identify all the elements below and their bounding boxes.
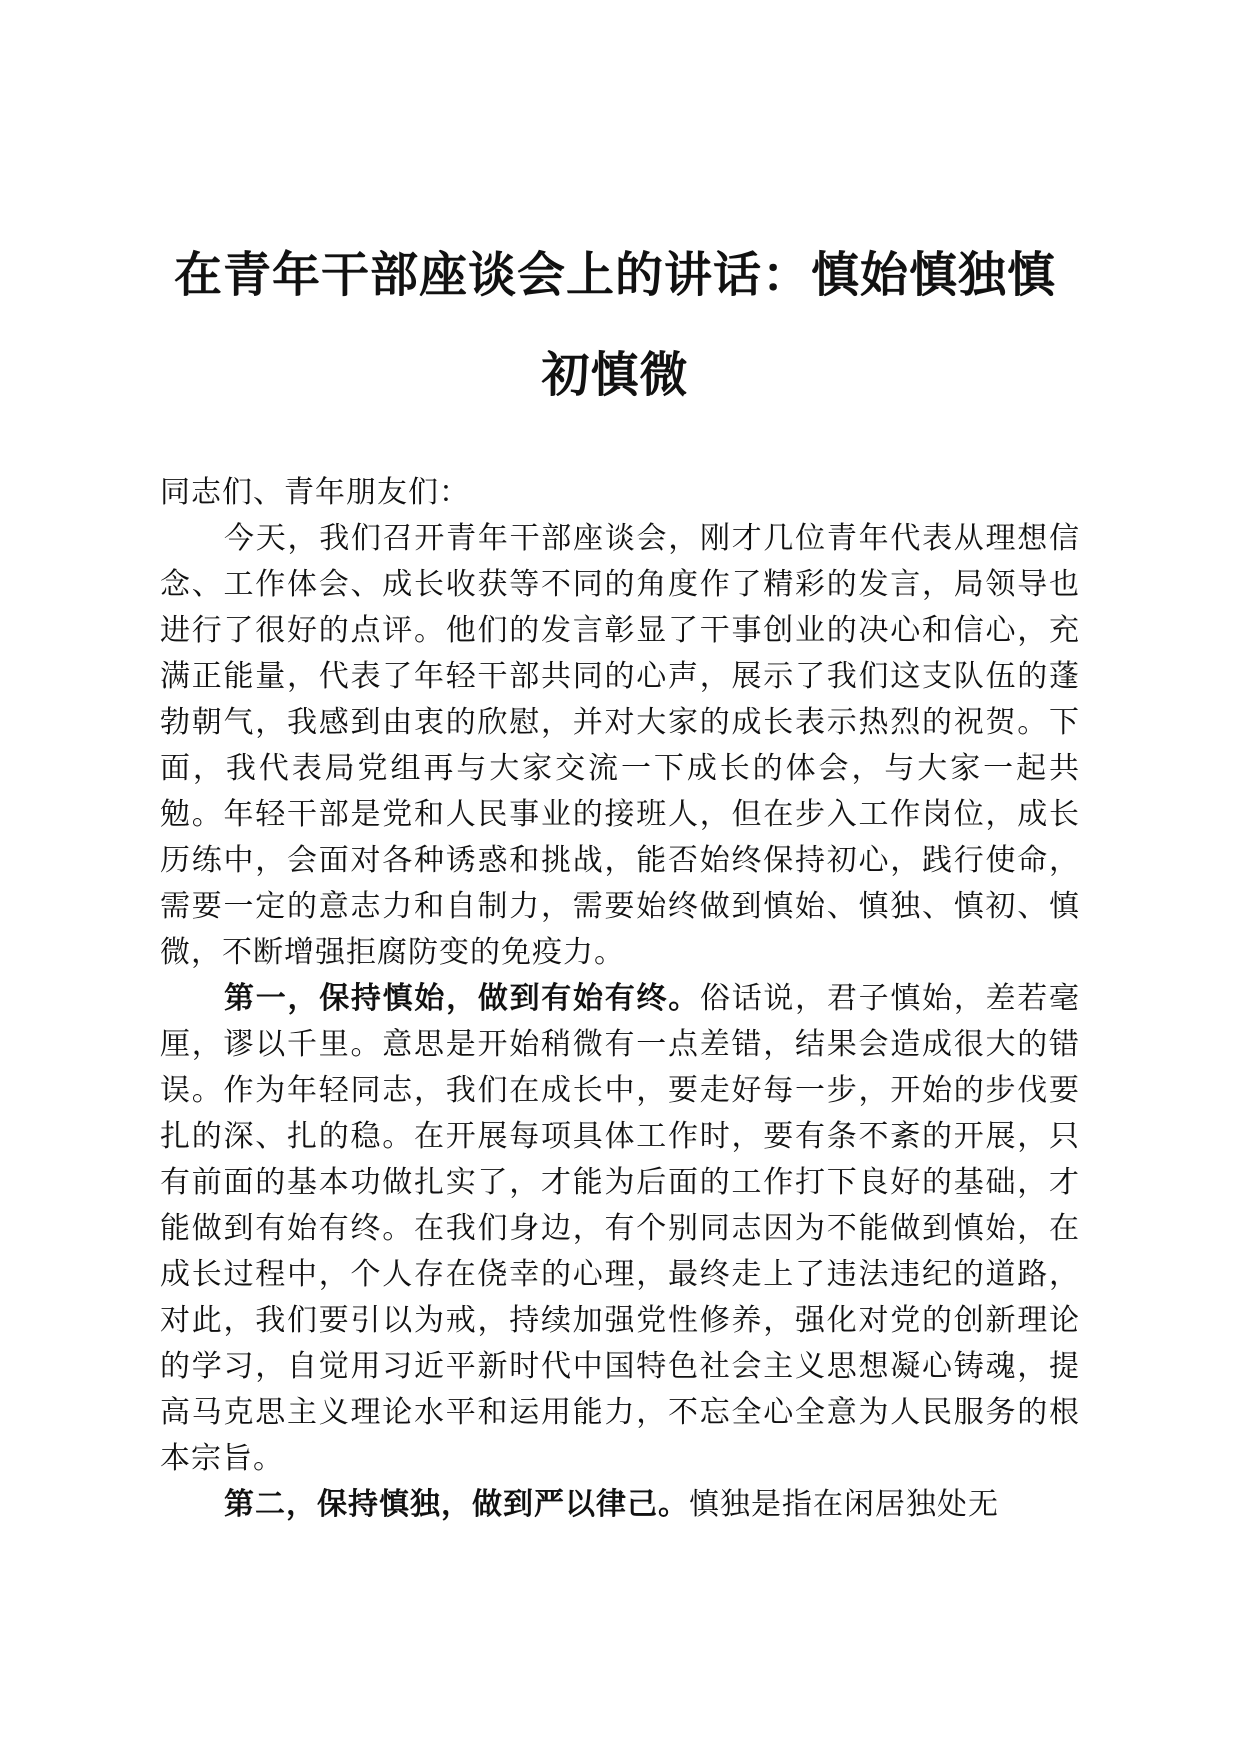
paragraph-text: 俗话说，君子慎始，差若毫厘，谬以千里。意思是开始稍微有一点差错，结果会造成很大的错误。作为年轻同志，我们在成长中，要走好每一步，开始的步伐要扎的深、扎的稳。在开展每项具体工作时，要有条不紊的开展，只有前面的基本功做扎实了，才能为后面的工作打下良好的基础，才能做到有始有终。在我们身边，有个别同志因为不能做到慎始，在成长过程中，个人存在侥幸的心理，最终走上了违法违纪的道路，对此，我们要引以为戒，持续加强党性修养，强化对党的创新理论的学习，自觉用习近平新时代中国特色社会主义思想凝心铸魂，提高马克思主义理论水平和运用能力，不忘全心全意为人民服务的根本宗旨。	[160, 981, 1081, 1476]
paragraph-point-two	[160, 1482, 1080, 1528]
page-title: 在青年干部座谈会上的讲话：慎始慎独慎初慎微	[173, 247, 1056, 403]
paragraph-point-one	[160, 976, 1080, 1482]
salutation: 同志们、青年朋友们：	[160, 475, 470, 510]
paragraph-intro	[160, 516, 1080, 976]
paragraph-text: 慎独是指在闲居独处无	[689, 1487, 999, 1522]
paragraph-lead: 第二，保持慎独，做到严以律己。	[224, 1487, 689, 1522]
paragraph-lead: 第一，保持慎始，做到有始有终。	[224, 981, 700, 1016]
document-body	[160, 470, 1080, 1528]
paragraph-text: 今天，我们召开青年干部座谈会，刚才几位青年代表从理想信念、工作体会、成长收获等不同的角度作了精彩的发言，局领导也进行了很好的点评。他们的发言彰显了干事创业的决心和信心，充满正能量，代表了年轻干部共同的心声，展示了我们这支队伍的蓬勃朝气，我感到由衷的欣慰，并对大家的成长表示热烈的祝贺。下面，我代表局党组再与大家交流一下成长的体会，与大家一起共勉。年轻干部是党和人民事业的接班人，但在步入工作岗位，成长历练中，会面对各种诱惑和挑战，能否始终保持初心，践行使命，需要一定的意志力和自制力，需要始终做到慎始、慎独、慎初、慎微，不断增强拒腐防变的免疫力。	[160, 521, 1080, 970]
